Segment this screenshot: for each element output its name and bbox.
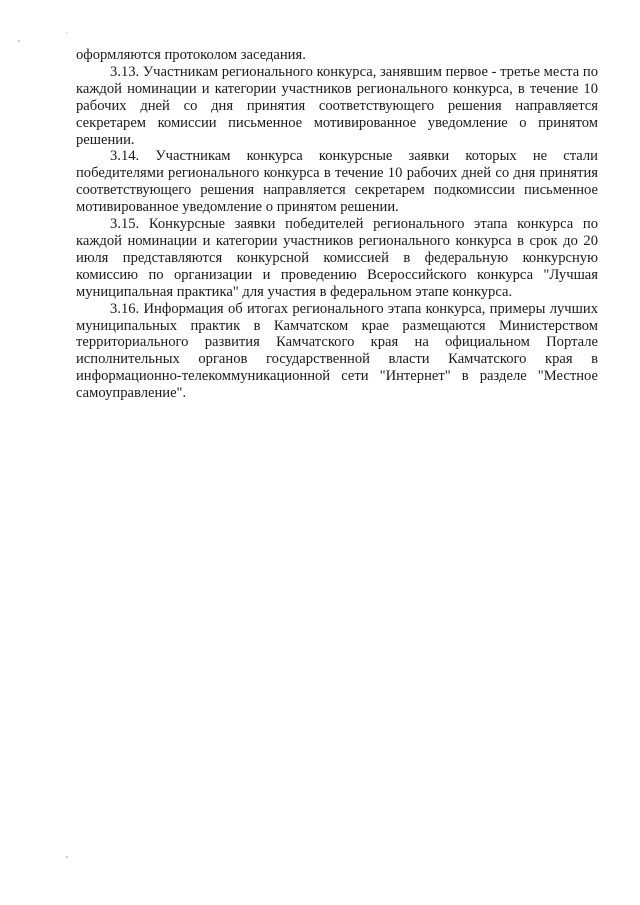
continuation-line: оформляются протоколом заседания. — [76, 47, 306, 63]
scan-dot — [66, 856, 68, 858]
scan-dot — [66, 32, 67, 33]
scan-dot — [18, 40, 20, 42]
paragraph-3-15: 3.15. Конкурсные заявки победителей регионального этапа конкурса по каждой номинации и категории участников регионального конкурса в срок до 20 июля представляются конкурсной комиссией в федеральную конкурсную комиссию по организации и проведению Всероссийского конкурса "Лучшая муниципальная практика" для участия в федеральном этапе конкурса. — [76, 216, 598, 300]
document-body — [76, 47, 598, 402]
paragraph-3-16: 3.16. Информация об итогах регионального этапа конкурса, примеры лучших муниципальных практик в Камчатском крае размещаются Министерством территориального развития Камчатского края на официальном Портале исполнительных органов государственной власти Камчатского края в информационно-телекоммуникационной сети "Интернет" в разделе "Местное самоуправление". — [76, 300, 598, 402]
paragraph-3-14: 3.14. Участникам конкурса конкурсные заявки которых не стали победителями регионального конкурса в течение 10 рабочих дней со дня принятия соответствующего решения направляется секретарем подкомиссии письменное мотивированное уведомление о принятом решении. — [76, 148, 598, 216]
paragraph-3-13: 3.13. Участникам регионального конкурса, занявшим первое - третье места по каждой номинации и категории участников регионального конкурса, в течение 10 рабочих дней со дня принятия соответствующего решения направляется секретарем комиссии письменное мотивированное уведомление о принятом решении. — [76, 63, 598, 148]
